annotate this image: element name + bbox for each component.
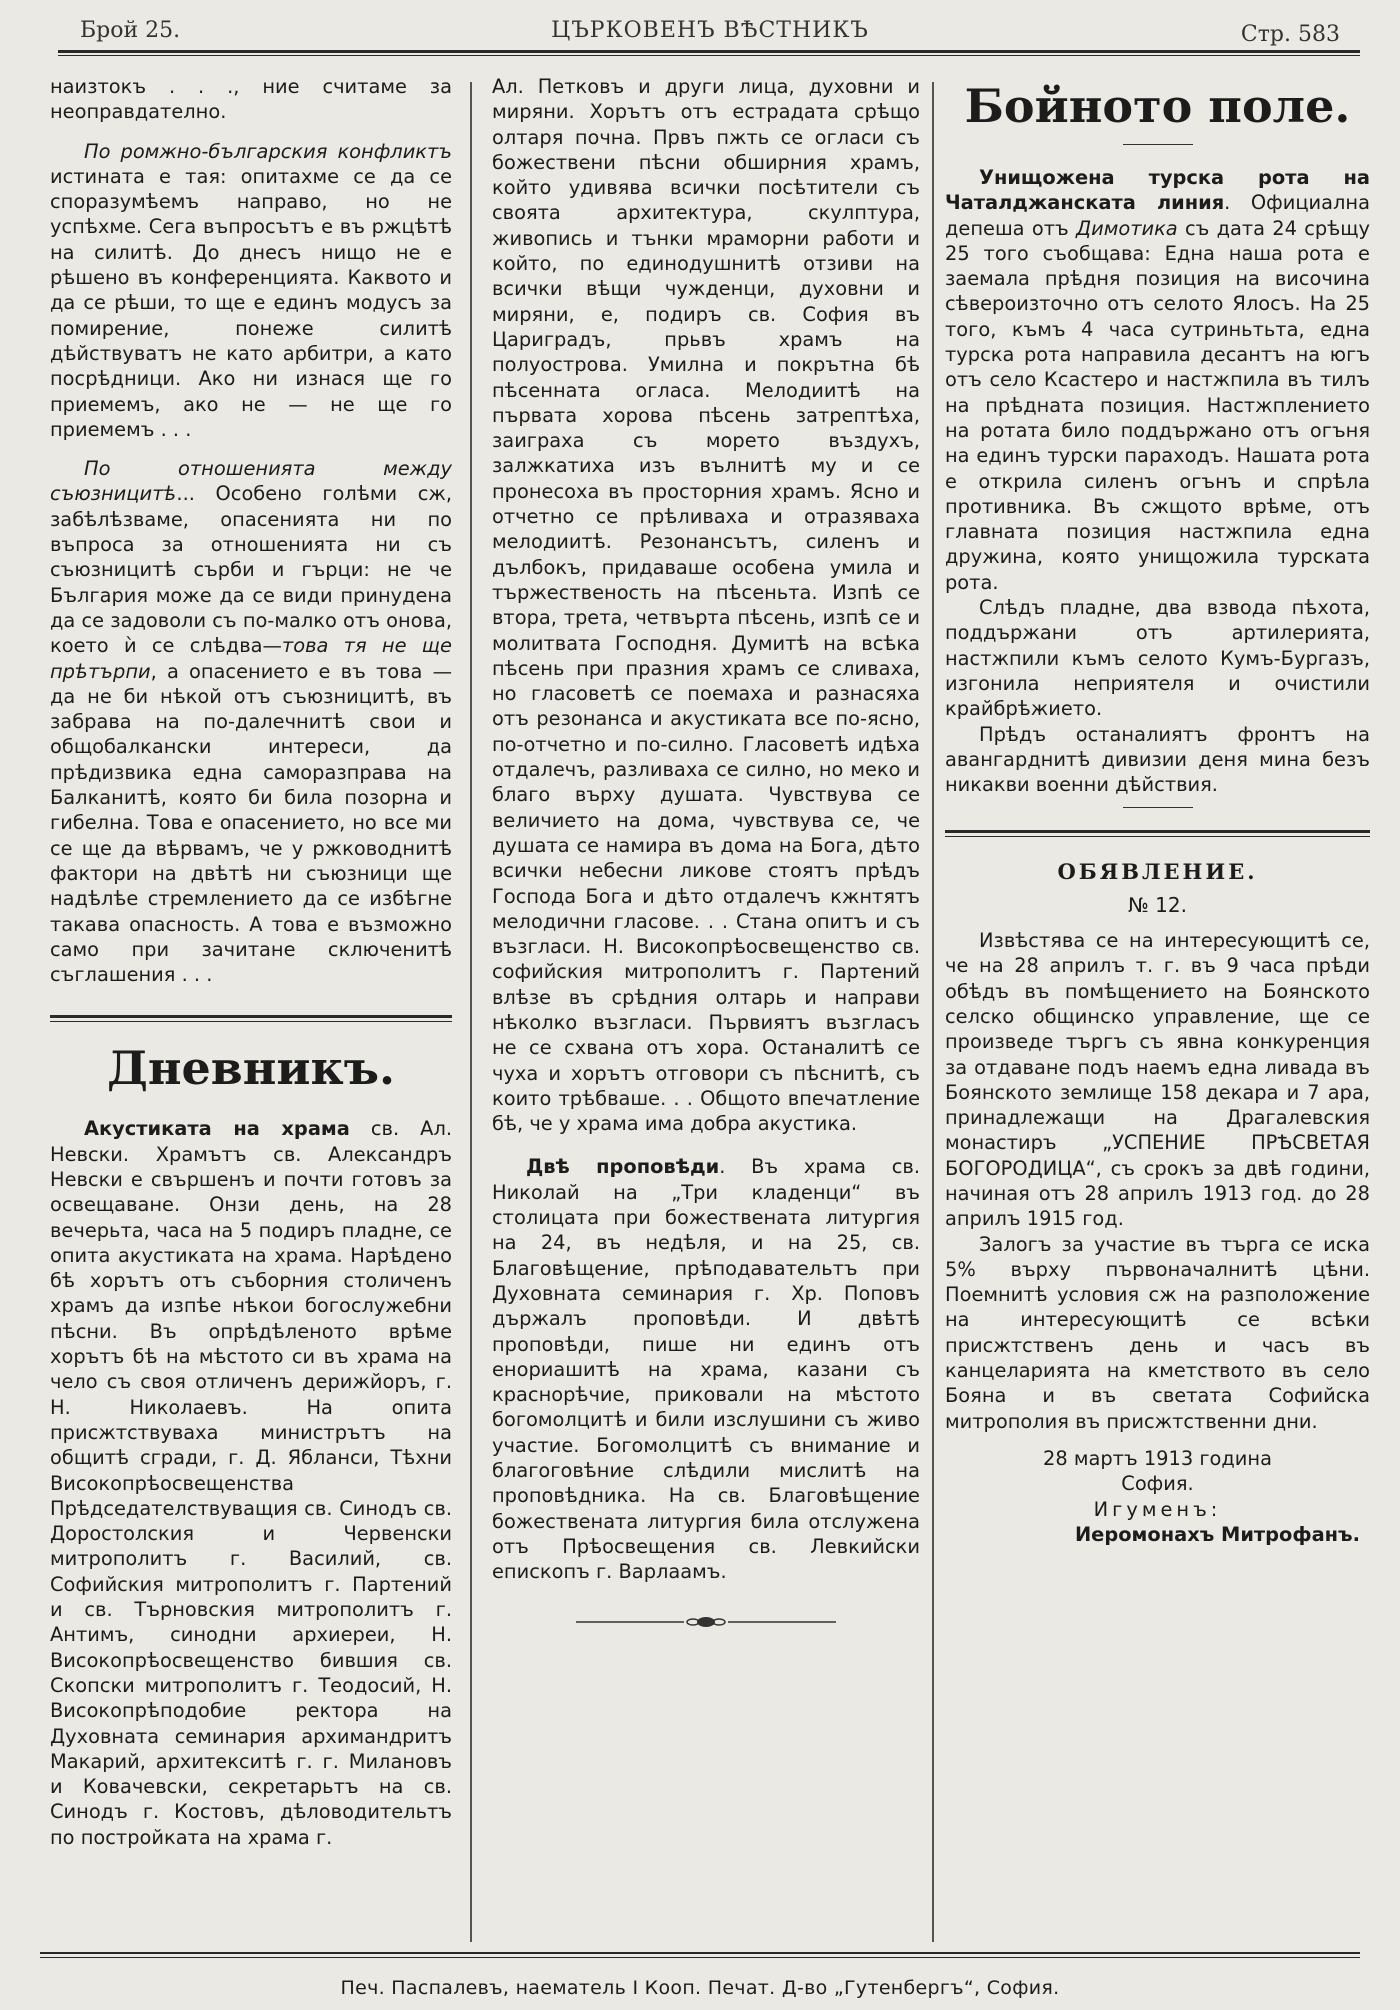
battle-title-rule <box>1123 144 1193 145</box>
conflict-heading: По ромжно-българския конфликтъ <box>84 139 452 163</box>
column-divider-2 <box>932 82 934 1942</box>
announcement-number: № 12. <box>1128 892 1187 917</box>
allies-heading: По отношенията между съюзницитѣ <box>50 457 452 506</box>
allies-italic: това тя не ще прѣтърпи <box>50 634 452 683</box>
ornament-divider <box>492 1611 920 1636</box>
battle-place: Димотика <box>1075 216 1178 240</box>
conflict-paragraph <box>50 139 452 443</box>
announcement-title: ОБЯВЛЕНИЕ. <box>1057 859 1258 885</box>
battle-body-1a: . Официална депеша отъ <box>945 191 1370 240</box>
page-header <box>80 18 1340 46</box>
opening-text: наизтокъ . . ., ние считаме за неоправдателно. <box>50 75 452 124</box>
conflict-body: истината е тая: опитахме се да се споразумѣемъ направо, но не успѣхме. Сега въпросътъ е въ ржцѣтѣ на силитѣ. До днесъ нищо не е рѣшено въ конференцията. Каквото и да се рѣши, то ще е единъ модусъ за помирение, понеже силитѣ дѣйствуватъ не като арбитри, а като посрѣдници. Ако ни изнася ще го приемемъ, ако не — не ще го приемемъ . . . <box>50 164 452 441</box>
battle-paragraph <box>945 165 1370 595</box>
announcement-city: София. <box>1121 1472 1194 1496</box>
announcement-paragraph-2: Залогъ за участие въ търга се иска 5% върху първоначалнитѣ цѣни. Поемнитѣ условия сж на разположение на интересующитѣ се всѣки присжтственъ день и часъ въ канцеларията на кметството въ село Бояна и въ светата Софийска митрополия въ присжтственни дни. <box>945 1232 1370 1433</box>
acoustics-heading: Акустиката на храма <box>84 1117 350 1141</box>
header-rule <box>58 50 1360 53</box>
page-number: Стр. 583 <box>1240 22 1340 47</box>
announcement-paragraph-1: Извѣстява се на интересующитѣ се, че на 28 априлъ т. г. въ 9 часа прѣди обѣдъ въ помѣщението на Боянското селско общинско управление, ще се произведе търгъ съ явна конкуренция за отдаване подъ наемъ една ливада въ Боянското землище 158 декара и 7 ара, принадлежащи на Драгалевския монастиръ „УСПЕНИЕ ПРѢСВЕТАЯ БОГОРОДИЦА“, съ срокъ за двѣ години, начиная отъ 28 априлъ 1913 год. до 28 априлъ 1915 год. <box>945 929 1370 1231</box>
sermons-heading: Двѣ проповѣди <box>526 1155 720 1179</box>
allies-body-2: , а опасението е въ това — да не би нѣкой отъ съюзницитѣ, въ забрава на по-далечнитѣ свои и общобалкански интереси, да прѣдизвика една саморазправа на Балканитѣ, която би била позорна и гибелна. Това е опасението, но все ми се ще да вѣрвамъ, че у ржководнитѣ фактори на двѣтѣ ни съюзници ще надѣлѣе стремлението да се избѣгне такава опасность. А това е възможно само при зачитане сключенитѣ съглашения . . . <box>50 659 452 987</box>
header-rule-thin <box>58 55 1360 56</box>
footer-rule-thin <box>40 1957 1360 1958</box>
section-rule <box>50 1015 452 1022</box>
acoustics-body: св. Ал. Невски. Храмътъ св. Александръ Невски е свършенъ и почти готовъ за освещаване. Онзи день, на 28 вечерьта, часа на 5 подиръ пладне, се опита акустиката на храма. Нарѣдено бѣ хорътъ отъ съборния столиченъ храмъ да изпѣе нѣкои богослужебни пѣсни. Въ опрѣдѣленото врѣме хорътъ бѣ на мѣстото си въ храма на чело съ своя отличенъ дерижйоръ, г. Н. Николаевъ. На опита присжтствуваха министрътъ на общитѣ сгради, г. Д. Ябланси, Тѣхни Високопрѣосвещенства Прѣдседателствуващия св. Синодъ св. Доростолския и Червенски митрополитъ г. Василий, св. Софийския митрополитъ г. Партений и св. Търновския митрополитъ г. Антимъ, синодни архиереи, Н. Високопрѣосвещенство бившия св. Скопски митрополитъ г. Теодосий, Н. Високопрѣподобие ректора на Духовната семинария архимандритъ Макарий, архитекситѣ г. г. Милановъ и Ковачевски, секретарьтъ на св. Синодъ г. Костовъ, дѣловодительтъ по постройката на храма г. <box>50 1117 452 1849</box>
acoustics-continued: Ал. Петковъ и други лица, духовни и миряни. Хорътъ отъ естрадата срѣщо олтаря почна. Првъ пжть се огласи съ божествени пѣсни обширния храмъ, който удивява всички посѣтители съ своята архитектура, скулптура, живопись и тънки мраморни работи и който, по единодушнитѣ отзиви на всички вѣщи чужденци, духовни и миряни, е, подиръ св. София въ Цариградъ, прьвъ храмъ на полуострова. Умилна и покрътна бѣ пѣсенната огласа. Мелодиитѣ на първата хорова пѣсень затрептѣха, заиграха съ морето въздухъ, залжкатиха изъ вълнитѣ му и се пронесоха въ просторния храмъ. Ясно и отчетно се прѣливаха и отразяваха мелодиитѣ. Резонансътъ, силенъ и дълбокъ, придаваше особена умила и тържественость на пѣсеньта. Изпѣ се втора, трета, четвърта пѣсень, изпѣ се и молитвата Господня. Думитѣ на всѣка пѣсень при празния храмъ се сливаха, но гласоветѣ се поемаха и разнасяха отъ резонанса и акустиката все по-ясно, по-отчетно и по-силно. Гласоветѣ идѣха отдалечъ, разливаха се силно, но меко и благо върху душата. Чувствува се величието на дома, чувствува се, че душата се намира въ дома на Бога, дѣто всички небесни ликове стоятъ прѣдъ Господа Бога и дѣто отдалечъ кжнтятъ мелодични гласове. . . Стана опитъ и съ възгласи. Н. Високопрѣосвещенство св. софийския митрополитъ г. Партений влѣзе въ срѣдния олтарь и направи нѣколко възгласи. Първиятъ възгласъ не се схвана отъ хора. Останалитѣ се чуха и хорътъ отговори съ пѣснитѣ, съ които трѣбваше. . . Общото впечатление бѣ, че у храма има добра акустика. <box>492 75 920 1136</box>
acoustics-paragraph <box>50 1116 452 1850</box>
allies-paragraph <box>50 456 452 987</box>
footer-rule <box>40 1952 1360 1954</box>
sermons-paragraph <box>492 1154 920 1584</box>
announcement-date: 28 мартъ 1913 година <box>1043 1446 1272 1470</box>
column-3 <box>945 74 1370 1547</box>
issue-number: Брой 25. <box>80 18 181 43</box>
battle-paragraph-3: Прѣдъ останалиятъ фронтъ на авангарднитѣ дивизии деня мина безъ никакви военни дѣйствия. <box>945 722 1370 797</box>
column-divider-1 <box>470 82 472 1942</box>
signature-name: Иеромонахъ Митрофанъ. <box>1074 1522 1360 1546</box>
signature-role: Игуменъ: <box>1093 1497 1222 1521</box>
sermons-body: . Въ храма св. Николай на „Три кладенци“ въ столицата при божествената литургия на 24, въ недѣля, и на 25, св. Благовѣщение, прѣподавательтъ при Духовната семинария г. Хр. Поповъ държалъ проповѣди. И двѣтѣ проповѣди, пише ни единъ отъ енориашитѣ на храма, казани съ краснорѣчие, приковали на мѣстото богомолцитѣ и били изслушини съ живо участие. Богомолцитѣ съ внимание и благоговѣние слѣдили мислитѣ на проповѣдника. На св. Благовѣщение божествената литургия била отслужена отъ Прѣосвещения св. Левкийски епископъ г. Варлаамъ. <box>492 1155 920 1584</box>
printer-imprint: Печ. Паспалевъ, наематель I Кооп. Печат. Д-во „Гутенбергъ“, София. <box>340 1977 1060 1999</box>
battle-title: Бойното поле. <box>964 79 1351 133</box>
column-1 <box>50 74 452 1850</box>
diary-title: Дневникъ. <box>106 1041 396 1096</box>
battle-body-1b: съ дата 24 срѣщу 25 того съобщава: Една наша рота е заемала прѣдня позиция на височина сѣвероизточно отъ селото Ялосъ. На 25 того, къмъ 4 часа сутриньтьта, една турска рота направила десантъ на югъ отъ село Ксастеро и настжпила въ тилъ на прѣдната позиция. Настжплението на ротата било поддържано отъ огъня на единъ турски параходъ. Нашата рота е открила силенъ огънъ и спрѣла противника. Въ сжщото врѣме, отъ главната позиция настжпила една дружина, която унищожила турската рота. <box>945 216 1370 594</box>
section-rule-2 <box>945 830 1370 837</box>
column-2 <box>492 74 920 1636</box>
ornament-icon <box>576 1614 836 1630</box>
battle-heading: Унищожена турска рота на Чаталджанската линия <box>945 166 1370 215</box>
masthead: ЦЪРКОВЕНЪ ВѢСТНИКЪ <box>551 18 869 43</box>
battle-paragraph-2: Слѣдъ пладне, два взвода пѣхота, поддържани отъ артилерията, настжпили къмъ селото Кумъ-Бургазъ, изгонила неприятеля и очистили крайбрѣжието. <box>945 596 1370 721</box>
allies-body-1: ... Особено голѣми сж, забѣлѣзваме, опасенията ни по въпроса за отношенията ни съ съюзницитѣ сърби и гърци: не че България може да се види принудена да се задоволи съ по-малко отъ онова, което ѝ се слѣдва— <box>50 482 452 658</box>
battle-end-rule <box>1123 807 1193 808</box>
